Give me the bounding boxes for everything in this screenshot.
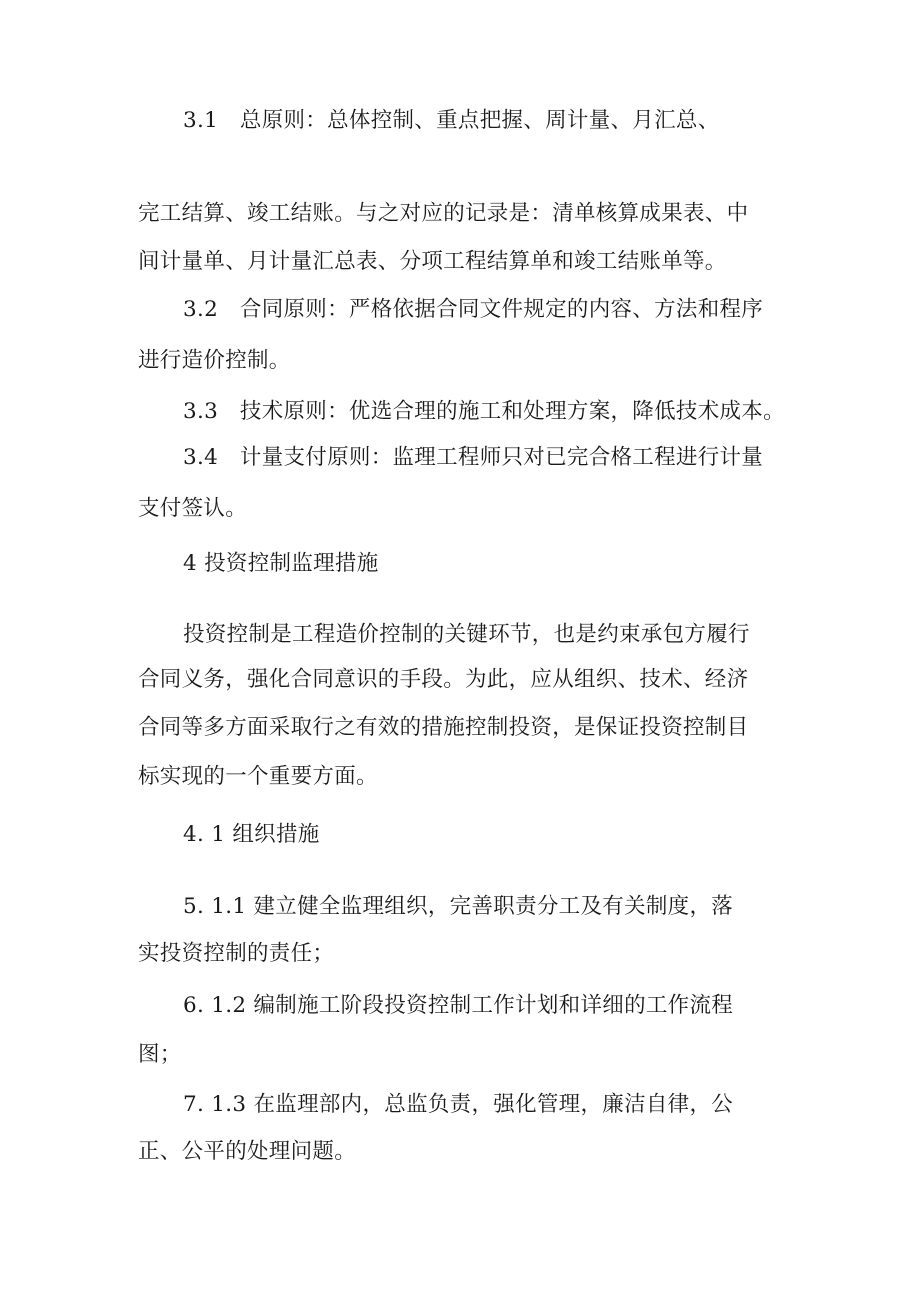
- text-line: 3.3 技术原则：优选合理的施工和处理方案，降低技术成本。: [183, 399, 785, 424]
- text-line: 4. 1 组织措施: [183, 822, 320, 847]
- text-line: 合同义务，强化合同意识的手段。为此，应从组织、技术、经济: [138, 667, 749, 692]
- text-line: 实投资控制的责任；: [138, 941, 335, 966]
- text-line: 图；: [138, 1042, 182, 1067]
- text-line: 正、公平的处理问题。: [138, 1139, 357, 1164]
- text-line: 3.2 合同原则：严格依据合同文件规定的内容、方法和程序: [183, 297, 764, 322]
- text-line: 标实现的一个重要方面。: [138, 764, 378, 789]
- text-line: 3.4 计量支付原则：监理工程师只对已完合格工程进行计量: [183, 445, 764, 470]
- text-line: 支付签认。: [138, 496, 248, 521]
- text-line: 6. 1.2 编制施工阶段投资控制工作计划和详细的工作流程: [183, 993, 734, 1018]
- text-line: 5. 1.1 建立健全监理组织，完善职责分工及有关制度，落: [183, 894, 734, 919]
- text-line: 投资控制是工程造价控制的关键环节，也是约束承包方履行: [183, 622, 750, 647]
- text-line: 进行造价控制。: [138, 348, 291, 373]
- text-line: 7. 1.3 在监理部内，总监负责，强化管理，廉洁自律，公: [183, 1092, 734, 1117]
- text-line: 完工结算、竣工结账。与之对应的记录是：清单核算成果表、中: [138, 201, 749, 226]
- text-line: 4 投资控制监理措施: [183, 551, 379, 576]
- text-line: 合同等多方面采取行之有效的措施控制投资，是保证投资控制目: [138, 715, 749, 740]
- text-line: 间计量单、月计量汇总表、分项工程结算单和竣工结账单等。: [138, 249, 727, 274]
- text-line: 3.1 总原则：总体控制、重点把握、周计量、月汇总、: [183, 108, 720, 133]
